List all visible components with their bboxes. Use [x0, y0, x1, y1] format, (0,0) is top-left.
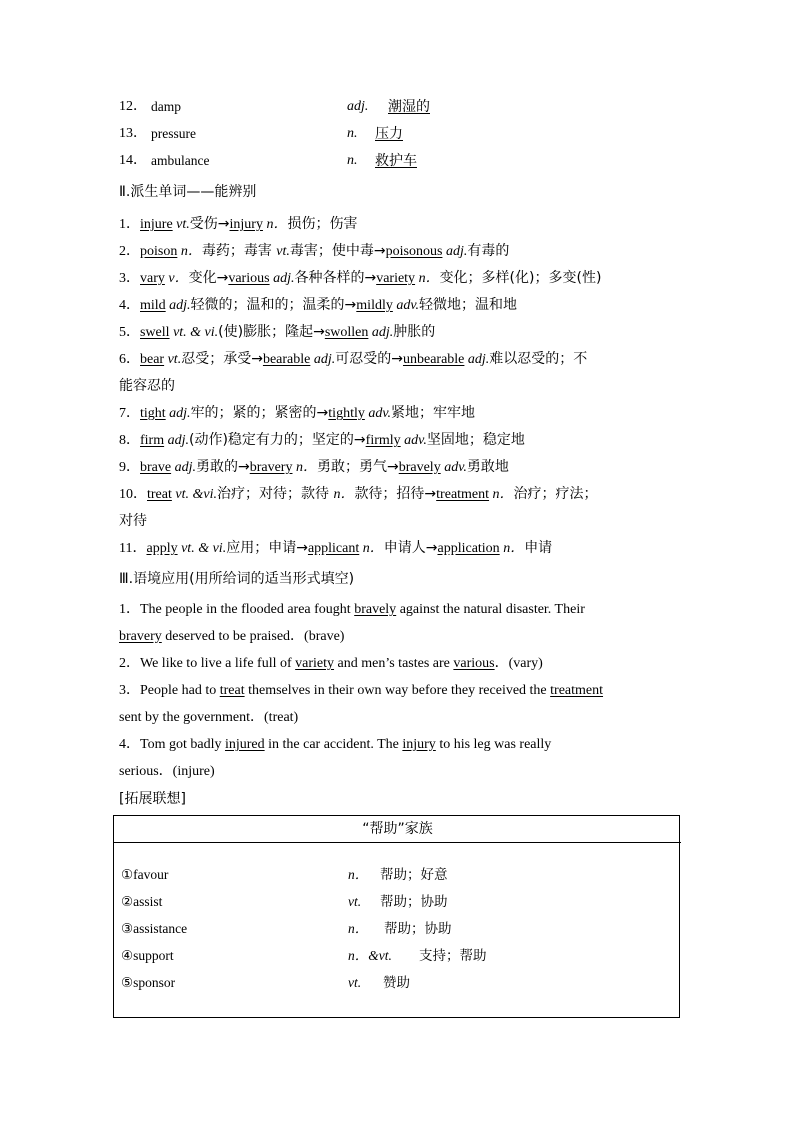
- word-answer: poison: [140, 244, 178, 259]
- pos: adj.: [171, 460, 196, 475]
- sentence-text: The people in the flooded area fought: [140, 602, 355, 617]
- derivation-item: [119, 350, 679, 369]
- meaning: 变化；多样(化)；多变(性): [439, 270, 602, 286]
- meaning: 申请人→: [383, 540, 438, 556]
- word-answer: bravery: [249, 460, 293, 475]
- pos: adv.: [392, 298, 420, 313]
- answer-blank: various: [453, 656, 495, 671]
- meaning: (使)膨胀；隆起→: [218, 324, 325, 340]
- word-answer: firm: [140, 433, 165, 448]
- answer-blank: injured: [224, 737, 265, 752]
- word-answer: injury: [229, 217, 263, 232]
- pos: adj.: [368, 325, 394, 340]
- pos: adj.: [310, 352, 336, 367]
- pos: adj.: [269, 271, 295, 286]
- vocab-number: 13．: [119, 126, 147, 141]
- meaning: 变化→: [188, 270, 229, 286]
- item-number: 10．: [119, 487, 147, 502]
- pos: adv.: [400, 433, 427, 448]
- section-heading: 语境应用(用所给词的适当形式填空): [133, 571, 355, 587]
- pos: adj.: [165, 298, 191, 313]
- family-word: ④support: [121, 948, 174, 963]
- derivation-item: [119, 458, 679, 477]
- meaning: 各种各样的→: [294, 270, 377, 286]
- item-number: 4．: [119, 298, 140, 313]
- word-answer: bear: [140, 352, 165, 367]
- family-word: ⑤sponsor: [121, 975, 176, 990]
- word-answer: unbearable: [402, 352, 465, 367]
- pos: n．: [333, 487, 355, 502]
- answer-blank: variety: [295, 656, 335, 671]
- derivation-item-continued: 能容忍的: [119, 378, 175, 394]
- derivation-item: [119, 242, 679, 261]
- pos: n．: [177, 244, 202, 259]
- meaning: 治疗；对待；款待: [216, 486, 334, 502]
- meaning: 坚固地；稳定地: [426, 432, 525, 448]
- sentence-text: to his leg was really: [435, 737, 552, 752]
- family-meaning: 支持；帮助: [419, 948, 487, 964]
- derivation-item: [119, 485, 679, 504]
- word-answer: applicant: [307, 541, 360, 556]
- word-answer: swell: [140, 325, 170, 340]
- vocab-word: ambulance: [151, 153, 210, 168]
- sentence-text: Tom got badly: [140, 737, 225, 752]
- extension-label: [拓展联想]: [119, 791, 186, 807]
- box-divider: [114, 842, 681, 843]
- word-answer: injure: [140, 217, 173, 232]
- family-meaning: 赞助: [383, 975, 410, 991]
- meaning: 牢的；紧的；紧密的→: [190, 405, 329, 421]
- meaning: 勇敢；勇气→: [316, 459, 399, 475]
- meaning: 轻微的；温和的；温柔的→: [190, 297, 357, 313]
- item-number: 5．: [119, 325, 140, 340]
- meaning: 有毒的: [467, 243, 510, 259]
- sentence-text: against the natural disaster. Their: [396, 602, 585, 617]
- item-number: 3．: [119, 271, 140, 286]
- item-number: 3．: [119, 683, 140, 698]
- word-answer: treatment: [436, 487, 490, 502]
- derivation-item: [119, 404, 679, 423]
- family-pos: vt.: [348, 894, 362, 909]
- section-number: Ⅱ.: [119, 184, 131, 200]
- word-answer: variety: [376, 271, 416, 286]
- section-heading: 派生单词——能辨别: [130, 184, 257, 200]
- meaning: 应用；申请→: [226, 540, 308, 556]
- meaning: 款待；招待→: [354, 486, 437, 502]
- pos: v．: [164, 271, 189, 286]
- exercise-sentence: [119, 601, 679, 619]
- section-2-title: [119, 183, 679, 201]
- meaning: 申请: [524, 540, 553, 556]
- pos: vt. & vi.: [169, 325, 219, 340]
- meaning: (动作)稳定有力的；坚定的→: [189, 432, 366, 448]
- derivation-item: [119, 215, 679, 234]
- exercise-sentence-continued: [119, 628, 679, 646]
- word-answer: bearable: [262, 352, 311, 367]
- vocab-pos: n.: [347, 153, 358, 168]
- answer-blank: injury: [402, 737, 436, 752]
- section-number: Ⅲ.: [119, 571, 134, 587]
- vocab-meaning: 救护车: [375, 153, 417, 169]
- derivation-item: [119, 269, 679, 288]
- sentence-text: People had to: [140, 683, 220, 698]
- family-word: ③assistance: [121, 921, 188, 936]
- pos: adj.: [164, 433, 189, 448]
- pos: n．: [359, 541, 384, 556]
- answer-blank: treat: [219, 683, 245, 698]
- meaning: 毒害；使中毒→: [289, 243, 386, 259]
- pos: n．: [499, 541, 525, 556]
- vocab-pos: n.: [347, 126, 358, 141]
- pos: adj.: [464, 352, 490, 367]
- item-number: 2．: [119, 244, 140, 259]
- meaning: 毒药；毒害: [201, 243, 277, 259]
- meaning: 难以忍受的；不: [489, 351, 588, 367]
- sentence-text: and men’s tastes are: [334, 656, 454, 671]
- item-number: 7．: [119, 406, 140, 421]
- word-answer: mildly: [356, 298, 393, 313]
- item-number: 9．: [119, 460, 140, 475]
- pos: n．: [292, 460, 317, 475]
- vocab-row: [119, 125, 679, 143]
- pos: adv.: [364, 406, 392, 421]
- word-answer: application: [437, 541, 500, 556]
- meaning: 治疗；疗法；: [513, 486, 598, 502]
- family-meaning: 帮助；协助: [384, 921, 452, 937]
- vocab-pos: adj.: [347, 99, 369, 114]
- item-number: 8．: [119, 433, 140, 448]
- pos: vt. &vi.: [171, 487, 217, 502]
- meaning: 可忍受的→: [335, 351, 403, 367]
- vocab-row: [119, 98, 679, 116]
- item-number: 1．: [119, 602, 140, 617]
- exercise-sentence: [119, 682, 679, 700]
- family-pos: n．: [348, 921, 369, 936]
- word-answer: apply: [146, 541, 178, 556]
- meaning: 勇敢地: [466, 459, 509, 475]
- item-number: 11．: [119, 541, 147, 556]
- derivation-item: [119, 431, 679, 450]
- answer-blank: treatment: [550, 683, 604, 698]
- sentence-text: themselves in their own way before they received the: [244, 683, 551, 698]
- item-number: 2．: [119, 656, 140, 671]
- meaning: 紧地；牢牢地: [391, 405, 476, 421]
- exercise-sentence: [119, 655, 679, 673]
- family-pos: n．&vt.: [348, 948, 392, 963]
- meaning: 忍受；承受→: [181, 351, 263, 367]
- family-meaning: 帮助；协助: [380, 894, 448, 910]
- vocab-number: 12．: [119, 99, 147, 114]
- sentence-text: deserved to be praised．(brave): [161, 629, 345, 644]
- word-answer: tightly: [328, 406, 365, 421]
- sentence-text: in the car accident. The: [264, 737, 403, 752]
- pos: vt. & vi.: [177, 541, 227, 556]
- word-answer: various: [228, 271, 270, 286]
- exercise-sentence-continued: sent by the government．(treat): [119, 710, 299, 725]
- meaning: 勇敢的→: [195, 459, 250, 475]
- sentence-text: ．(vary): [494, 656, 543, 671]
- meaning: 受伤→: [189, 216, 230, 232]
- derivation-item: [119, 323, 679, 342]
- pos: vt.: [172, 217, 190, 232]
- pos: adv.: [440, 460, 467, 475]
- pos: vt.: [164, 352, 182, 367]
- meaning: 肿胀的: [393, 324, 436, 340]
- derivation-item: [119, 296, 679, 315]
- pos: adj.: [442, 244, 468, 259]
- answer-blank: bravely: [354, 602, 397, 617]
- item-number: 1．: [119, 217, 140, 232]
- exercise-sentence: [119, 736, 679, 754]
- word-answer: tight: [140, 406, 166, 421]
- word-answer: swollen: [324, 325, 369, 340]
- family-pos: vt.: [348, 975, 362, 990]
- item-number: 4．: [119, 737, 140, 752]
- vocab-meaning: 潮湿的: [388, 99, 430, 115]
- word-answer: brave: [140, 460, 172, 475]
- meaning: 损伤；伤害: [287, 216, 358, 232]
- family-pos: n．: [348, 867, 369, 882]
- derivation-item: [119, 539, 679, 558]
- vocab-number: 14．: [119, 153, 147, 168]
- word-answer: mild: [140, 298, 166, 313]
- answer-blank: bravery: [119, 629, 162, 644]
- vocab-meaning: 压力: [375, 126, 403, 142]
- derivation-item-continued: 对待: [119, 513, 147, 529]
- exercise-sentence-continued: serious．(injure): [119, 764, 215, 779]
- word-answer: bravely: [398, 460, 441, 475]
- family-word: ②assist: [121, 894, 163, 909]
- vocab-row: [119, 152, 679, 170]
- word-answer: firmly: [365, 433, 401, 448]
- pos: n．: [262, 217, 288, 232]
- pos: vt.: [276, 244, 290, 259]
- pos: adj.: [165, 406, 191, 421]
- family-meaning: 帮助；好意: [380, 867, 448, 883]
- item-number: 6．: [119, 352, 140, 367]
- vocab-word: pressure: [151, 126, 196, 141]
- help-family-box: [113, 815, 680, 1018]
- sentence-text: We like to live a life full of: [140, 656, 296, 671]
- word-answer: vary: [140, 271, 165, 286]
- family-word: ①favour: [121, 867, 169, 882]
- vocab-word: damp: [151, 99, 181, 114]
- word-answer: poisonous: [385, 244, 443, 259]
- pos: n．: [415, 271, 440, 286]
- pos: n．: [489, 487, 514, 502]
- box-title: “帮助”家族: [362, 821, 433, 837]
- meaning: 轻微地；温和地: [419, 297, 518, 313]
- word-answer: treat: [147, 487, 172, 502]
- section-3-title: [119, 570, 679, 588]
